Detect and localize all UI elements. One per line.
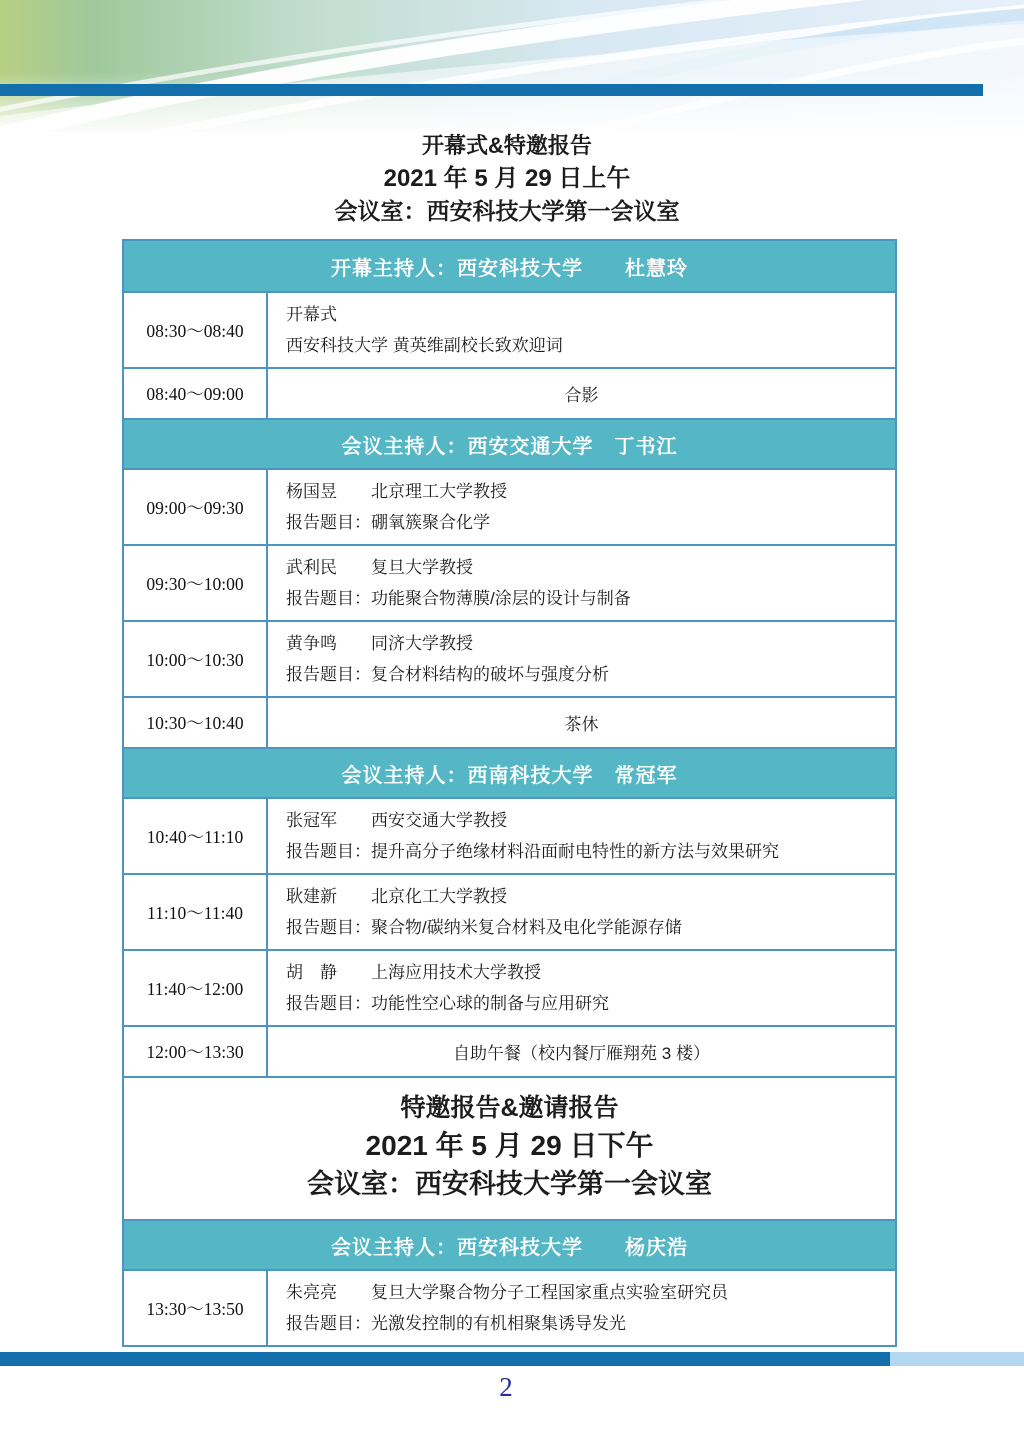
- talk-title-line: 报告题目：功能聚合物薄膜/涂层的设计与制备: [286, 589, 631, 608]
- section-divider-line: 特邀报告&邀请报告: [400, 1094, 619, 1122]
- section-divider-line: 会议室：西安科技大学第一会议室: [307, 1169, 712, 1199]
- session-venue: 会议室：西安科技大学第一会议室: [334, 198, 680, 224]
- header-accent-bar: [0, 84, 983, 96]
- chair-label: 会议主持人：西安交通大学 丁书江: [341, 435, 678, 458]
- event-row: [124, 367, 895, 418]
- event-row: [124, 1025, 895, 1076]
- event-details: [268, 293, 895, 367]
- event-row: [124, 696, 895, 747]
- time-slot: 10:00～10:30: [124, 622, 268, 696]
- event-details: [268, 470, 895, 544]
- session-chair-header: [124, 418, 895, 468]
- speaker-line: 朱亮亮 复旦大学聚合物分子工程国家重点实验室研究员: [286, 1283, 728, 1302]
- talk-title-line: 报告题目：光激发控制的有机相聚集诱导发光: [286, 1314, 626, 1333]
- talk-row: [124, 1269, 895, 1345]
- section-divider-line: 2021 年 5 月 29 日下午: [365, 1130, 654, 1161]
- speaker-line: 杨国昱 北京理工大学教授: [286, 482, 507, 501]
- talk-row: [124, 949, 895, 1025]
- event-details: 茶休: [564, 715, 599, 734]
- talk-row: [124, 544, 895, 620]
- time-slot: 08:40～09:00: [124, 369, 268, 418]
- time-slot: 09:00～09:30: [124, 470, 268, 544]
- talk-row: [124, 291, 895, 367]
- time-slot: 08:30～08:40: [124, 293, 268, 367]
- header-wave-graphic: [0, 0, 1024, 132]
- chair-label: 会议主持人：西安科技大学 杨庆浩: [331, 1236, 688, 1259]
- session-chair-header: [124, 747, 895, 797]
- session-chair-header: [124, 1219, 895, 1269]
- event-details: [268, 875, 895, 949]
- morning-title-block: [0, 130, 1014, 228]
- speaker-line: 胡 静 上海应用技术大学教授: [286, 963, 541, 982]
- footer-accent-bar-light: [890, 1352, 1024, 1366]
- speaker-line: 耿建新 北京化工大学教授: [286, 887, 507, 906]
- time-slot: 09:30～10:00: [124, 546, 268, 620]
- talk-title-line: 西安科技大学 黄英维副校长致欢迎词: [286, 336, 563, 355]
- talk-title-line: 报告题目：聚合物/碳纳米复合材料及电化学能源存储: [286, 918, 682, 937]
- talk-title-line: 报告题目：功能性空心球的制备与应用研究: [286, 994, 609, 1013]
- event-details: [268, 1271, 895, 1345]
- speaker-line: 黄争鸣 同济大学教授: [286, 634, 473, 653]
- chair-label: 会议主持人：西南科技大学 常冠军: [341, 764, 678, 787]
- wave-artwork: [0, 0, 1024, 132]
- time-slot: 11:10～11:40: [124, 875, 268, 949]
- time-slot: 10:30～10:40: [124, 698, 268, 747]
- schedule-table: [122, 239, 897, 1347]
- page-number: 2: [499, 1372, 513, 1402]
- time-slot: 12:00～13:30: [124, 1027, 268, 1076]
- talk-title-line: 报告题目：复合材料结构的破坏与强度分析: [286, 665, 609, 684]
- speaker-line: 张冠军 西安交通大学教授: [286, 811, 507, 830]
- talk-row: [124, 873, 895, 949]
- speaker-line: 开幕式: [286, 305, 337, 324]
- event-details: [268, 799, 895, 873]
- event-details: [268, 622, 895, 696]
- event-details: [268, 546, 895, 620]
- talk-row: [124, 468, 895, 544]
- event-details: 合影: [564, 386, 599, 405]
- session-chair-header: [124, 241, 895, 291]
- time-slot: 13:30～13:50: [124, 1271, 268, 1345]
- session-title: 开幕式&特邀报告: [422, 133, 592, 158]
- section-divider: [124, 1076, 895, 1219]
- footer-accent-bar: [0, 1352, 890, 1366]
- speaker-line: 武利民 复旦大学教授: [286, 558, 473, 577]
- talk-row: [124, 620, 895, 696]
- talk-row: [124, 797, 895, 873]
- event-details: 自助午餐（校内餐厅雁翔苑 3 楼）: [453, 1044, 710, 1063]
- talk-title-line: 报告题目：硼氧簇聚合化学: [286, 513, 490, 532]
- event-details: [268, 951, 895, 1025]
- time-slot: 10:40～11:10: [124, 799, 268, 873]
- talk-title-line: 报告题目：提升高分子绝缘材料沿面耐电特性的新方法与效果研究: [286, 842, 779, 861]
- chair-label: 开幕主持人：西安科技大学 杜慧玲: [331, 257, 688, 280]
- session-date: 2021 年 5 月 29 日上午: [383, 165, 631, 192]
- time-slot: 11:40～12:00: [124, 951, 268, 1025]
